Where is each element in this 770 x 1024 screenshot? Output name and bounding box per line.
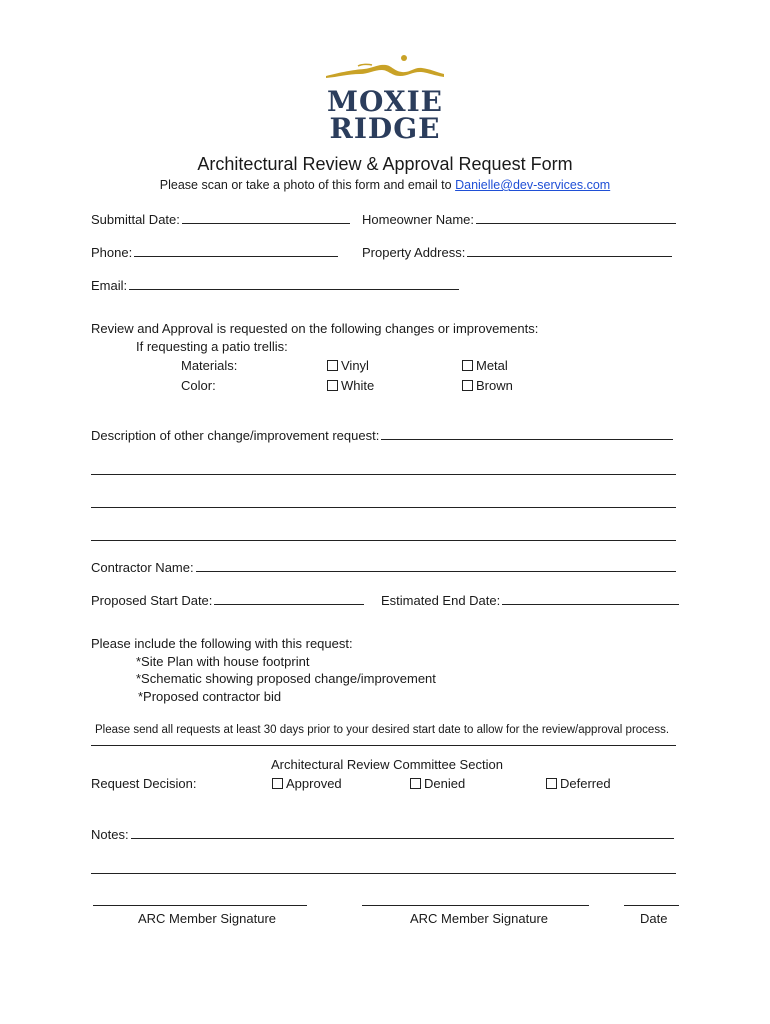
review-intro: Review and Approval is requested on the following changes or improvements:	[91, 321, 539, 336]
phone-field[interactable]	[91, 244, 338, 260]
trellis-label: If requesting a patio trellis:	[136, 339, 288, 354]
contractor-name-label: Contractor Name:	[91, 560, 194, 575]
start-date-field[interactable]	[91, 592, 364, 608]
email-label: Email:	[91, 278, 128, 293]
homeowner-name-line[interactable]	[476, 211, 676, 224]
white-label: White	[341, 378, 375, 393]
white-checkbox[interactable]	[327, 380, 338, 391]
notes-line-2[interactable]	[91, 873, 676, 874]
vinyl-label: Vinyl	[341, 358, 369, 373]
vinyl-option[interactable]	[327, 358, 369, 373]
subtitle-text: Please scan or take a photo of this form and email to	[159, 178, 456, 192]
homeowner-name-field[interactable]	[362, 211, 676, 227]
section-divider	[91, 745, 676, 746]
include-item: *Site Plan with house footprint	[136, 654, 310, 669]
form-subtitle	[0, 178, 770, 192]
phone-label: Phone:	[91, 245, 133, 260]
brown-checkbox[interactable]	[462, 380, 473, 391]
mountain-logo-icon	[322, 52, 448, 84]
materials-label: Materials:	[181, 358, 238, 373]
notes-label: Notes:	[91, 827, 129, 842]
notes-field[interactable]	[91, 826, 674, 842]
description-field[interactable]	[91, 427, 673, 443]
signature-label-2: ARC Member Signature	[410, 911, 548, 926]
signature-line-2[interactable]	[362, 905, 589, 906]
start-date-line[interactable]	[214, 592, 364, 605]
email-field[interactable]	[91, 277, 459, 293]
notes-line[interactable]	[131, 826, 674, 839]
email-line[interactable]	[129, 277, 459, 290]
signature-line-1[interactable]	[93, 905, 307, 906]
description-line-3[interactable]	[91, 507, 676, 508]
description-line-2[interactable]	[91, 474, 676, 475]
include-item: *Schematic showing proposed change/improvement	[136, 671, 436, 686]
end-date-label: Estimated End Date:	[381, 593, 501, 608]
vinyl-checkbox[interactable]	[327, 360, 338, 371]
denied-label: Denied	[424, 776, 466, 791]
contractor-name-field[interactable]	[91, 559, 676, 575]
end-date-line[interactable]	[502, 592, 679, 605]
submittal-date-line[interactable]	[182, 211, 350, 224]
submittal-date-field[interactable]	[91, 211, 350, 227]
phone-line[interactable]	[134, 244, 338, 257]
approved-option[interactable]	[272, 776, 342, 791]
form-title: Architectural Review & Approval Request Form	[197, 154, 573, 174]
homeowner-name-label: Homeowner Name:	[362, 212, 474, 227]
date-line[interactable]	[624, 905, 679, 906]
brown-option[interactable]	[462, 378, 513, 393]
metal-checkbox[interactable]	[462, 360, 473, 371]
white-option[interactable]	[327, 378, 374, 393]
start-date-label: Proposed Start Date:	[91, 593, 213, 608]
include-heading: Please include the following with this request:	[91, 636, 353, 651]
description-line-4[interactable]	[91, 540, 676, 541]
brown-label: Brown	[476, 378, 513, 393]
approved-checkbox[interactable]	[272, 778, 283, 789]
denied-checkbox[interactable]	[410, 778, 421, 789]
logo-text-line2: RIDGE	[329, 112, 441, 145]
email-link[interactable]: Danielle@dev-services.com	[455, 178, 611, 192]
description-label: Description of other change/improvement request:	[91, 428, 380, 443]
property-address-label: Property Address:	[362, 245, 466, 260]
include-item: *Proposed contractor bid	[138, 689, 282, 704]
committee-heading: Architectural Review Committee Section	[271, 757, 503, 772]
metal-option[interactable]	[462, 358, 508, 373]
color-label: Color:	[181, 378, 216, 393]
submittal-date-label: Submittal Date:	[91, 212, 180, 227]
metal-label: Metal	[476, 358, 508, 373]
notice-text: Please send all requests at least 30 days prior to your desired start date to allow for the review/approval process.	[95, 724, 670, 736]
approved-label: Approved	[286, 776, 342, 791]
description-line[interactable]	[381, 427, 673, 440]
deferred-option[interactable]	[546, 776, 611, 791]
logo-text-line1: MOXIE	[326, 85, 444, 118]
property-address-field[interactable]	[362, 244, 672, 260]
property-address-line[interactable]	[467, 244, 672, 257]
deferred-label: Deferred	[560, 776, 611, 791]
signature-label-1: ARC Member Signature	[138, 911, 276, 926]
date-label: Date	[640, 911, 668, 926]
contractor-name-line[interactable]	[196, 559, 676, 572]
denied-option[interactable]	[410, 776, 465, 791]
deferred-checkbox[interactable]	[546, 778, 557, 789]
request-decision-label: Request Decision:	[91, 776, 197, 791]
end-date-field[interactable]	[381, 592, 679, 608]
